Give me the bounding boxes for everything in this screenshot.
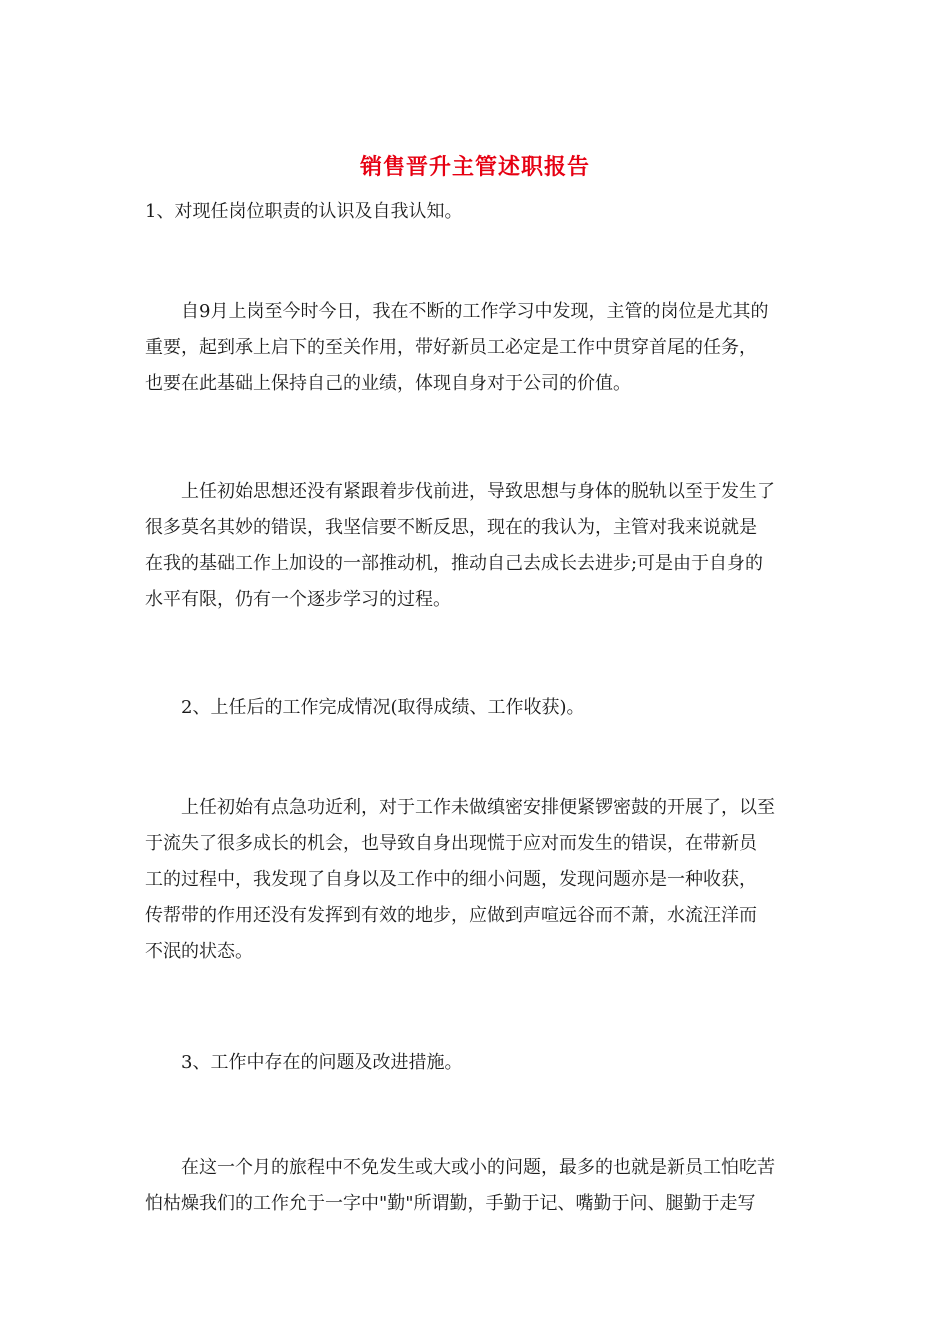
paragraph-line: 于流失了很多成长的机会，也导致自身出现慌于应对而发生的错误，在带新员	[145, 833, 757, 854]
paragraph-line: 重要，起到承上启下的至关作用，带好新员工必定是工作中贯穿首尾的任务，	[145, 337, 757, 358]
paragraph-line: 在这一个月的旅程中不免发生或大或小的问题，最多的也就是新员工怕吃苦	[145, 1157, 775, 1178]
paragraph-line: 自9月上岗至今时今日，我在不断的工作学习中发现，主管的岗位是尤其的	[145, 301, 769, 322]
paragraph-line: 也要在此基础上保持自己的业绩，体现自身对于公司的价值。	[145, 373, 631, 394]
paragraph-line: 不泯的状态。	[145, 941, 253, 962]
paragraph-2	[145, 474, 810, 618]
paragraph-line: 上任初始思想还没有紧跟着步伐前进，导致思想与身体的脱轨以至于发生了	[145, 481, 775, 502]
heading-1	[145, 194, 810, 230]
paragraph-3	[145, 790, 810, 970]
document-title: 销售晋升主管述职报告	[359, 154, 590, 180]
paragraph-line: 传帮带的作用还没有发挥到有效的地步，应做到声喧远谷而不萧，水流汪洋而	[145, 905, 757, 926]
paragraph-line: 水平有限，仍有一个逐步学习的过程。	[145, 589, 451, 610]
paragraph-4	[145, 1150, 810, 1222]
heading-2	[145, 690, 810, 726]
paragraph-1	[145, 294, 810, 402]
paragraph-line: 很多莫名其妙的错误，我坚信要不断反思，现在的我认为，主管对我来说就是	[145, 517, 757, 538]
paragraph-line: 工的过程中，我发现了自身以及工作中的细小问题，发现问题亦是一种收获，	[145, 869, 757, 890]
paragraph-line: 怕枯燥我们的工作允于一字中"勤"所谓勤，手勤于记、嘴勤于问、腿勤于走写	[145, 1193, 756, 1214]
paragraph-line: 在我的基础工作上加设的一部推动机，推动自己去成长去进步;可是由于自身的	[145, 553, 764, 574]
heading-1-text: 1、对现任岗位职责的认识及自我认知。	[145, 201, 463, 222]
heading-2-text: 2、上任后的工作完成情况(取得成绩、工作收获)。	[145, 697, 585, 718]
paragraph-line: 上任初始有点急功近利，对于工作未做缜密安排便紧锣密鼓的开展了，以至	[145, 797, 775, 818]
heading-3-text: 3、工作中存在的问题及改进措施。	[145, 1052, 463, 1073]
heading-3	[145, 1045, 810, 1081]
